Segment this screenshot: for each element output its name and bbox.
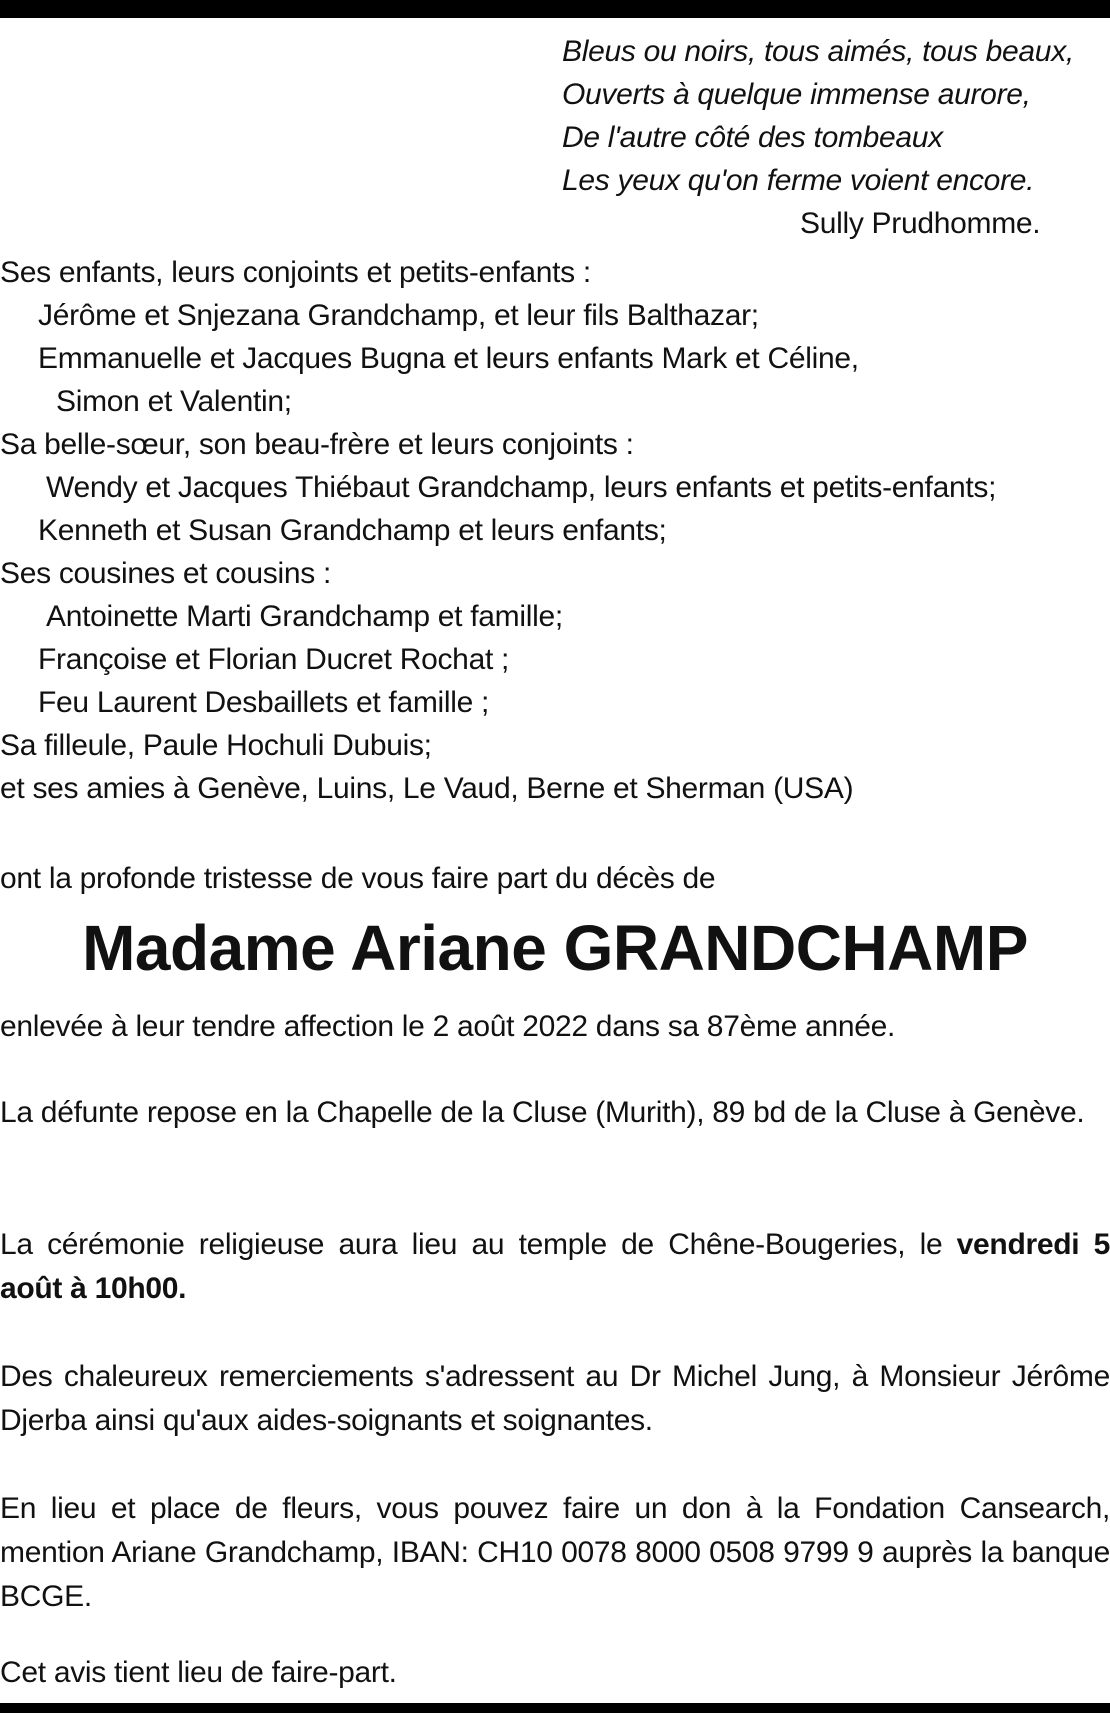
family-line: Sa belle-sœur, son beau-frère et leurs conjoints : [0,428,634,461]
family-line: Kenneth et Susan Grandchamp et leurs enfants; [38,514,667,547]
family-line: Ses cousines et cousins : [0,557,332,590]
ceremony-paragraph [0,1223,1110,1311]
family-line: Wendy et Jacques Thiébaut Grandchamp, leurs enfants et petits-enfants; [46,471,997,504]
family-line: Ses enfants, leurs conjoints et petits-enfants : [0,256,591,289]
family-line: Emmanuelle et Jacques Bugna et leurs enfants Mark et Céline, [38,342,859,375]
bottom-border-rule [0,1703,1110,1713]
family-line: Antoinette Marti Grandchamp et famille; [46,600,563,633]
family-line: et ses amies à Genève, Luins, Le Vaud, Berne et Sherman (USA) [0,772,854,805]
deceased-name: Madame Ariane GRANDCHAMP [82,912,1028,984]
top-border-rule [0,0,1110,18]
poem-line-1: Bleus ou noirs, tous aimés, tous beaux, [562,35,1074,68]
passing-text: enlevée à leur tendre affection le 2 août 2022 dans sa 87ème année. [0,1010,896,1043]
poem-line-3: De l'autre côté des tombeaux [562,121,943,154]
poem-line-4: Les yeux qu'on ferme voient encore. [562,164,1035,197]
announcement-text: ont la profonde tristesse de vous faire part du décès de [0,862,716,895]
repose-paragraph: La défunte repose en la Chapelle de la Cluse (Murith), 89 bd de la Cluse à Genève. [0,1096,1085,1129]
poem-author: Sully Prudhomme. [800,207,1041,240]
family-line: Françoise et Florian Ducret Rochat ; [38,643,510,676]
ceremony-text: La cérémonie religieuse aura lieu au temple de Chêne-Bougeries, le [0,1228,957,1261]
donation-paragraph: En lieu et place de fleurs, vous pouvez faire un don à la Fondation Cansearch, mention Ariane Grandchamp, IBAN: CH10 0078 8000 0508 9799 9 auprès la banque BCGE. [0,1492,1110,1613]
closing-text: Cet avis tient lieu de faire-part. [0,1656,397,1689]
family-line: Sa filleule, Paule Hochuli Dubuis; [0,729,432,762]
family-line: Jérôme et Snjezana Grandchamp, et leur fils Balthazar; [38,299,759,332]
thanks-paragraph: Des chaleureux remerciements s'adressent au Dr Michel Jung, à Monsieur Jérôme Djerba ainsi qu'aux aides-soignants et soignantes. [0,1360,1110,1437]
poem-line-2: Ouverts à quelque immense aurore, [562,78,1031,111]
family-line: Feu Laurent Desbaillets et famille ; [38,686,490,719]
family-line: Simon et Valentin; [56,385,292,418]
ceremony-date: vendredi 5 août à 10h00. [0,1228,1110,1305]
